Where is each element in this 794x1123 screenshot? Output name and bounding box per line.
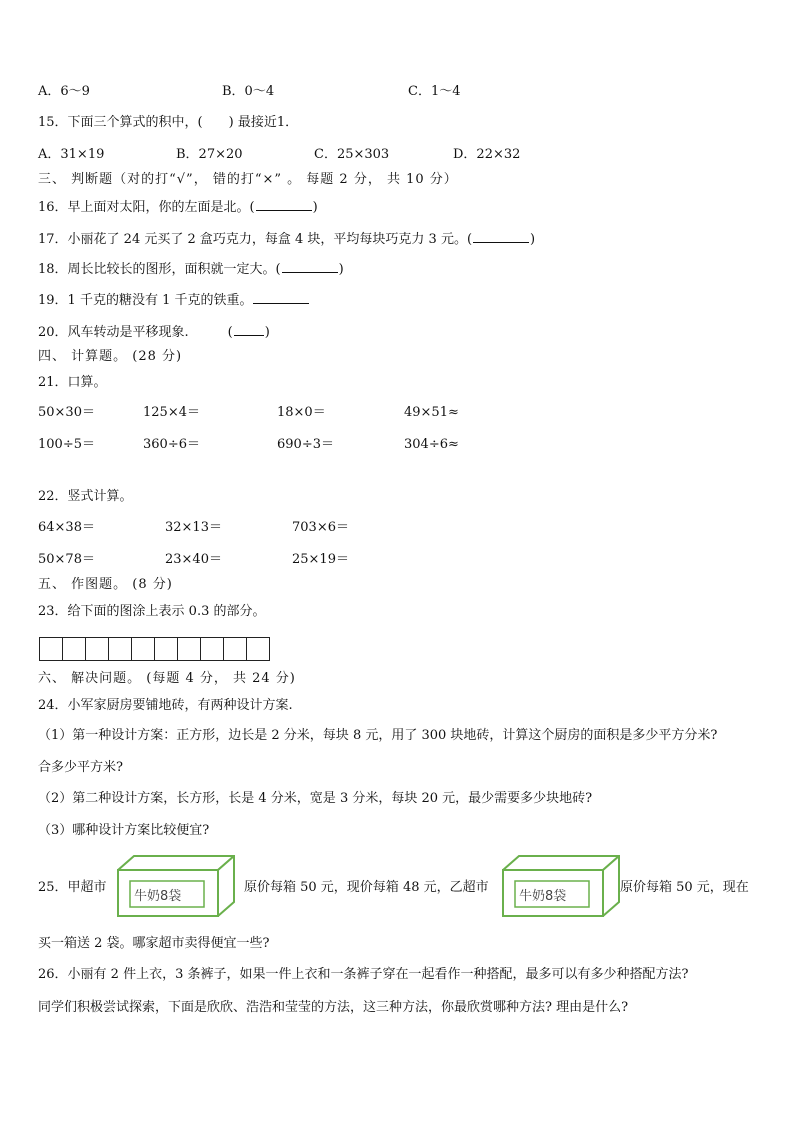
question-18-text: 18．周长比较长的图形，面积就一定大。(: [38, 262, 281, 277]
oral-item: 690÷3＝: [277, 437, 334, 452]
vertical-item: 703×6＝: [292, 520, 349, 535]
question-20-close: ): [264, 325, 270, 340]
oral-item: 49×51≈: [404, 405, 459, 420]
option-15-a: A．31×19: [38, 147, 105, 162]
question-18-close: ): [338, 262, 344, 277]
oral-item: 18×0＝: [277, 405, 326, 420]
answer-blank-19[interactable]: [253, 290, 309, 304]
question-17-close: ): [530, 232, 536, 247]
question-24-part-1: （1）第一种设计方案：正方形，边长是 2 分米，每块 8 元，用了 300 块地砖，计算这个厨房的面积是多少平方分米?: [38, 728, 718, 743]
question-18: [38, 259, 344, 279]
option-15-d: D．22×32: [453, 147, 521, 162]
question-24-part-2: （2）第二种设计方案，长方形，长是 4 分米，宽是 3 分米，每块 20 元，最少需要多少块地砖?: [38, 791, 593, 806]
question-19-text: 19．1 千克的糖没有 1 千克的铁重。: [38, 293, 253, 308]
answer-blank-16[interactable]: [256, 197, 312, 211]
grid-cell[interactable]: [108, 637, 132, 661]
grid-cell[interactable]: [62, 637, 86, 661]
section-6-heading: 六、 解决问题。 (每题 4 分， 共 24 分): [38, 671, 296, 686]
section-3-heading: 三、 判断题（对的打“√”， 错的打“×” 。 每题 2 分， 共 10 分）: [38, 172, 458, 187]
question-25-middle: 原价每箱 50 元，现价每箱 48 元，乙超市: [244, 880, 489, 895]
milk-box-b-label: 牛奶8袋: [519, 889, 567, 904]
option-15-b: B．27×20: [176, 147, 243, 162]
answer-blank-20[interactable]: [234, 322, 264, 336]
question-25-line-2: 买一箱送 2 袋。哪家超市卖得便宜一些?: [38, 936, 270, 951]
question-24: 24．小军家厨房要铺地砖，有两种设计方案.: [38, 698, 293, 713]
question-16-text: 16．早上面对太阳，你的左面是北。(: [38, 200, 255, 215]
grid-cell[interactable]: [223, 637, 247, 661]
question-16: [38, 197, 318, 217]
milk-box-b: [502, 855, 620, 917]
question-26: 26．小丽有 2 件上衣，3 条裤子，如果一件上衣和一条裤子穿在一起看作一种搭配，最多可以有多少种搭配方法?: [38, 967, 689, 982]
oral-item: 360÷6＝: [143, 437, 200, 452]
question-23: 23．给下面的图涂上表示 0.3 的部分。: [38, 604, 266, 619]
oral-item: 304÷6≈: [404, 437, 459, 452]
oral-item: 125×4＝: [143, 405, 200, 420]
option-14-a: A．6～9: [38, 84, 90, 99]
answer-blank-18[interactable]: [282, 259, 338, 273]
option-14-b: B．0～4: [222, 84, 275, 99]
grid-cell[interactable]: [85, 637, 109, 661]
question-17: [38, 229, 535, 249]
shading-grid[interactable]: [39, 637, 270, 661]
question-21: 21．口算。: [38, 375, 107, 390]
question-20: [38, 322, 270, 342]
vertical-item: 64×38＝: [38, 520, 95, 535]
section-4-heading: 四、 计算题。 (28 分): [38, 349, 183, 364]
grid-cell[interactable]: [39, 637, 63, 661]
question-16-close: ): [312, 200, 318, 215]
question-26-cont: 同学们积极尝试探索，下面是欣欣、浩浩和莹莹的方法，这三种方法，你最欣赏哪种方法? 理由是什么?: [38, 1000, 629, 1015]
section-5-heading: 五、 作图题。 (8 分): [38, 577, 173, 592]
question-24-part-1-cont: 合多少平方米?: [38, 760, 123, 775]
question-20-text: 20．风车转动是平移现象. (: [38, 325, 233, 340]
question-24-part-3: （3）哪种设计方案比较便宜?: [38, 823, 210, 838]
grid-cell[interactable]: [177, 637, 201, 661]
milk-box-a: [117, 855, 235, 917]
oral-item: 100÷5＝: [38, 437, 95, 452]
vertical-item: 32×13＝: [165, 520, 222, 535]
question-17-text: 17．小丽花了 24 元买了 2 盒巧克力，每盒 4 块，平均每块巧克力 3 元。(: [38, 232, 473, 247]
question-15: 15．下面三个算式的积中，( ) 最接近1．: [38, 115, 299, 130]
grid-cell[interactable]: [154, 637, 178, 661]
question-25-prefix: 25．甲超市: [38, 880, 107, 895]
option-15-c: C．25×303: [314, 147, 390, 162]
vertical-item: 23×40＝: [165, 552, 222, 567]
grid-cell[interactable]: [200, 637, 224, 661]
question-19: [38, 290, 310, 310]
answer-blank-17[interactable]: [473, 229, 529, 243]
question-25-suffix: 原价每箱 50 元，现在: [620, 880, 749, 895]
question-22: 22．竖式计算。: [38, 489, 133, 504]
oral-item: 50×30＝: [38, 405, 95, 420]
grid-cell[interactable]: [246, 637, 270, 661]
vertical-item: 25×19＝: [292, 552, 349, 567]
milk-box-a-label: 牛奶8袋: [134, 889, 182, 904]
grid-cell[interactable]: [131, 637, 155, 661]
option-14-c: C．1～4: [408, 84, 461, 99]
vertical-item: 50×78＝: [38, 552, 95, 567]
